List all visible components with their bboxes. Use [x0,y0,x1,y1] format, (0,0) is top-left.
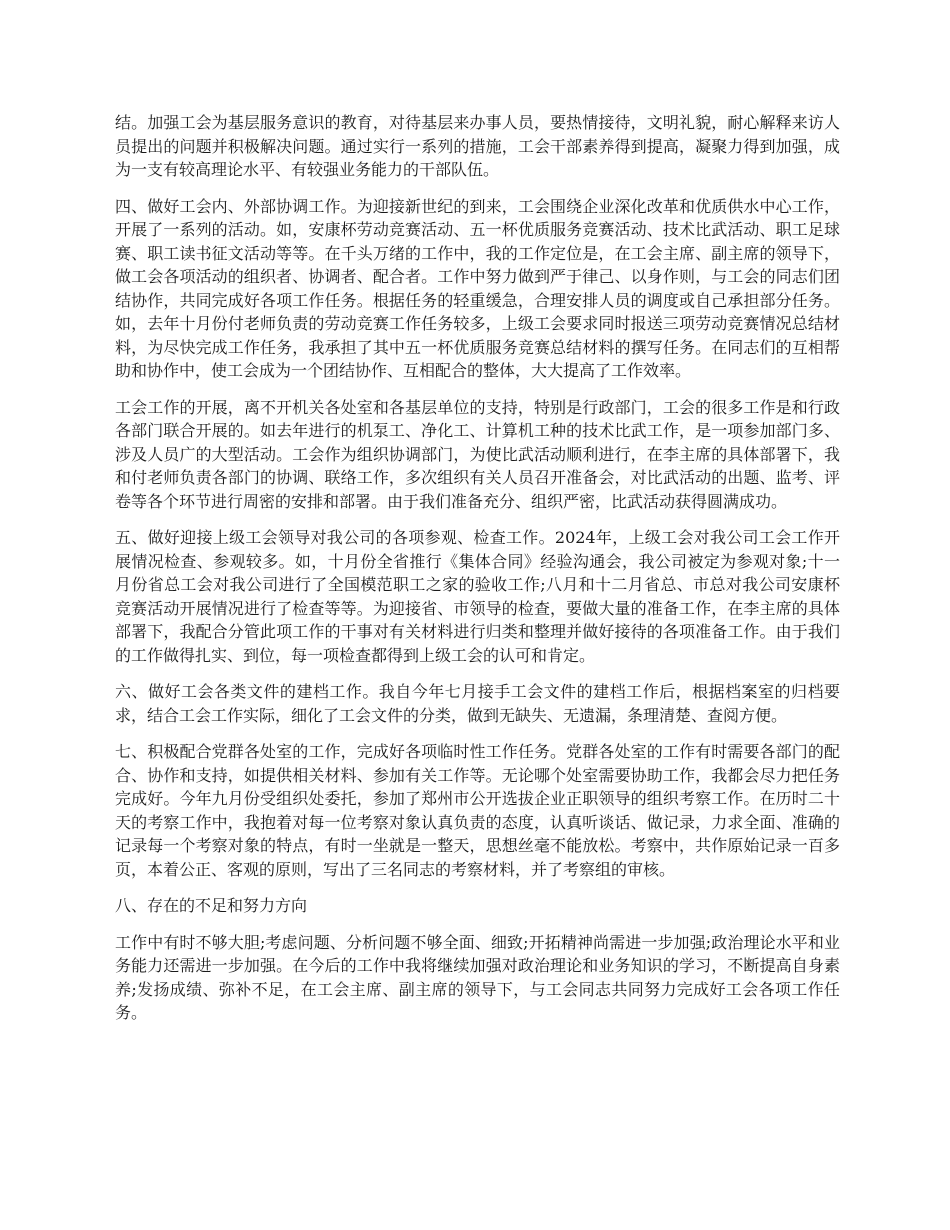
paragraph-coordination: 工会工作的开展，离不开机关各处室和各基层单位的支持，特别是行政部门，工会的很多工作是和行政各部门联合开展的。如去年进行的机泵工、净化工、计算机工种的技术比武工作，是一项参加部门多、涉及人员广的大型活动。工会作为组织协调部门，为使比武活动顺利进行，在李主席的具体部署下，我和付老师负责各部门的协调、联络工作，多次组织有关人员召开准备会，对比武活动的出题、监考、评卷等各个环节进行周密的安排和部署。由于我们准备充分、组织严密，比武活动获得圆满成功。 [115,397,840,511]
paragraph-section-four: 四、做好工会内、外部协调工作。为迎接新世纪的到来，工会围绕企业深化改革和优质供水中心工作，开展了一系列的活动。如，安康杯劳动竞赛活动、五一杯优质服务竞赛活动、技术比武活动、职工足球赛、职工读书征文活动等等。在千头万绪的工作中，我的工作定位是，在工会主席、副主席的领导下，做工会各项活动的组织者、协调者、配合者。工作中努力做到严于律己、以身作则，与工会的同志们团结协作，共同完成好各项工作任务。根据任务的轻重缓急，合理安排人员的调度或自己承担部分任务。如，去年十月份付老师负责的劳动竞赛工作任务较多，上级工会要求同时报送三项劳动竞赛情况总结材料，为尽快完成工作任务，我承担了其中五一杯优质服务竞赛总结材料的撰写任务。在同志们的互相帮助和协作中，使工会成为一个团结协作、互相配合的整体，大大提高了工作效率。 [115,196,840,380]
paragraph-closing: 工作中有时不够大胆;考虑问题、分析问题不够全面、细致;开拓精神尚需进一步加强;政治理论水平和业务能力还需进一步加强。在今后的工作中我将继续加强对政治理论和业务知识的学习，不断提高自身素养;发扬成绩、弥补不足，在工会主席、副主席的领导下，与工会同志共同努力完成好工会各项工作任务。 [115,932,840,1022]
document-body [115,111,840,1038]
paragraph-section-seven: 七、积极配合党群各处室的工作，完成好各项临时性工作任务。党群各处室的工作有时需要各部门的配合、协作和支持，如提供相关材料、参加有关工作等。无论哪个处室需要协助工作，我都会尽力把任务完成好。今年九月份受组织处委托，参加了郑州市公开选拔企业正职领导的组织考察工作。在历时二十天的考察工作中，我抱着对每一位考察对象认真负责的态度，认真听谈话、做记录，力求全面、准确的记录每一个考察对象的特点，有时一坐就是一整天，思想丝毫不能放松。考察中，共作原始记录一百多页，本着公正、客观的原则，写出了三名同志的考察材料，并了考察组的审核。 [115,742,840,879]
paragraph-continuation: 结。加强工会为基层服务意识的教育，对待基层来办事人员，要热情接待，文明礼貌，耐心解释来访人员提出的问题并积极解决问题。通过实行一系列的措施，工会干部素养得到提高，凝聚力得到加强，成为一支有较高理论水平、有较强业务能力的干部队伍。 [115,113,840,179]
paragraph-section-five: 五、做好迎接上级工会领导对我公司的各项参观、检查工作。2024年，上级工会对我公司工会工作开展情况检查、参观较多。如，十月份全省推行《集体合同》经验沟通会，我公司被定为参观对象;十一月份省总工会对我公司进行了全国模范职工之家的验收工作;八月和十二月省总、市总对我公司安康杯竞赛活动开展情况进行了检查等等。为迎接省、市领导的检查，要做大量的准备工作，在李主席的具体部署下，我配合分管此项工作的干事对有关材料进行归类和整理并做好接待的各项准备工作。由于我们的工作做得扎实、到位，每一项检查都得到上级工会的认可和肯定。 [115,528,840,665]
section-heading-eight: 八、存在的不足和努力方向 [115,896,308,915]
paragraph-section-six: 六、做好工会各类文件的建档工作。我自今年七月接手工会文件的建档工作后，根据档案室的归档要求，结合工会工作实际，细化了工会文件的分类，做到无缺失、无遗漏，条理清楚、查阅方便。 [115,682,840,725]
